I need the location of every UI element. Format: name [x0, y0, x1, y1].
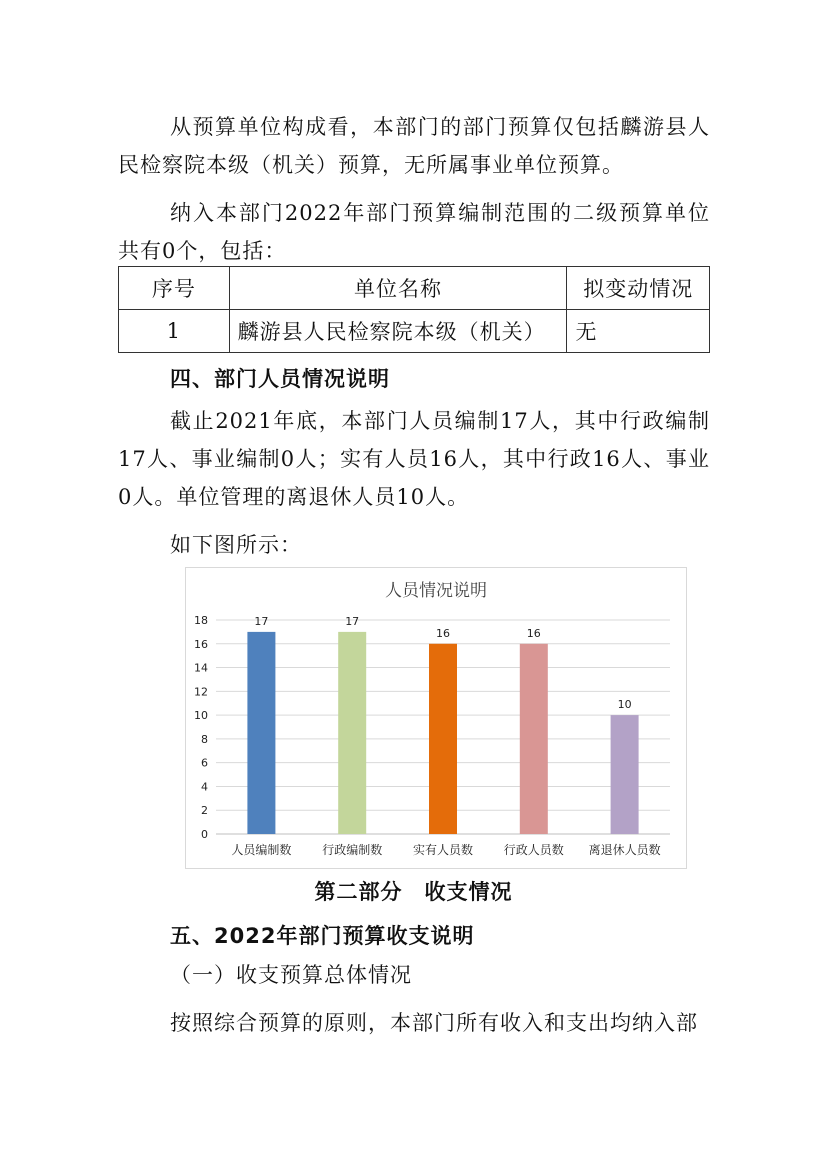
y-tick-label: 8	[201, 732, 208, 746]
x-tick-label: 行政人员数	[503, 843, 564, 857]
y-tick-label: 0	[201, 828, 208, 841]
x-tick-label: 离退休人员数	[588, 843, 661, 857]
x-tick-label: 人员编制数	[231, 843, 292, 857]
paragraph-secondary-units: 纳入本部门2022年部门预算编制范围的二级预算单位共有0个，包括：	[118, 201, 710, 263]
table-cell: 1	[119, 310, 230, 353]
table-header-cell: 拟变动情况	[567, 267, 710, 310]
bar	[338, 632, 366, 834]
bar	[429, 644, 457, 834]
personnel-bar-chart	[185, 567, 687, 869]
table-header-row	[119, 267, 710, 310]
data-label: 17	[254, 614, 269, 628]
table-row	[119, 310, 710, 353]
part-two-heading: 第二部分 收支情况	[314, 880, 513, 904]
bar	[611, 715, 639, 834]
bar	[247, 632, 275, 834]
paragraph-personnel: 截止2021年底，本部门人员编制17人，其中行政编制17人、事业编制0人；实有人员16人，其中行政16人、事业0人。单位管理的离退休人员10人。	[118, 409, 710, 509]
subsection-heading-overview: （一）收支预算总体情况	[170, 963, 412, 987]
data-label: 17	[345, 614, 360, 628]
section-heading-personnel: 四、部门人员情况说明	[170, 367, 390, 391]
x-tick-label: 行政编制数	[322, 843, 383, 857]
y-tick-label: 12	[194, 685, 208, 699]
y-tick-label: 4	[201, 780, 208, 794]
chart-title: 人员情况说明	[385, 581, 487, 601]
paragraph-budget-principle: 按照综合预算的原则，本部门所有收入和支出均纳入部	[170, 1011, 698, 1035]
units-table	[118, 266, 710, 353]
y-tick-label: 2	[201, 804, 208, 818]
data-label: 16	[436, 626, 450, 640]
data-label: 16	[526, 626, 541, 640]
section-heading-budget: 五、2022年部门预算收支说明	[170, 924, 475, 948]
bar	[520, 644, 548, 834]
y-tick-label: 6	[201, 756, 208, 770]
x-tick-label: 实有人员数	[412, 843, 474, 857]
paragraph-unit-composition: 从预算单位构成看，本部门的部门预算仅包括麟游县人民检察院本级（机关）预算，无所属事业单位预算。	[118, 115, 710, 177]
y-tick-label: 16	[194, 637, 208, 651]
table-cell: 无	[567, 310, 710, 353]
chart-svg	[186, 568, 686, 868]
y-tick-label: 10	[194, 709, 208, 723]
paragraph-figure-intro: 如下图所示：	[170, 533, 302, 557]
table-header-cell: 单位名称	[229, 267, 567, 310]
table-cell: 麟游县人民检察院本级（机关）	[229, 310, 567, 353]
table-header-cell: 序号	[119, 267, 230, 310]
y-tick-label: 18	[194, 614, 208, 627]
data-label: 10	[617, 698, 632, 712]
y-tick-label: 14	[194, 661, 208, 675]
